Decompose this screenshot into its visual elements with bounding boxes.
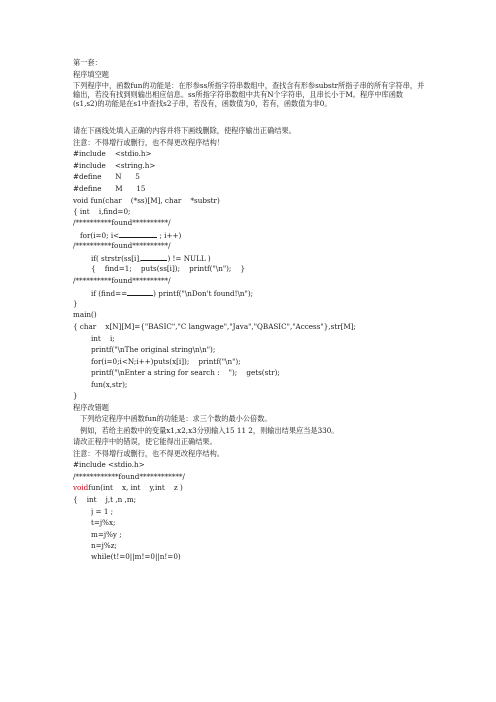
fix-note: 注意：不得增行或删行，也不得更改程序结构。 (73, 449, 224, 458)
code2-m-assign: m=j%y ; (91, 530, 122, 539)
code-include-stdio: #include <stdio.h> (73, 149, 152, 158)
blank-3[interactable] (127, 288, 153, 296)
code-if-end: ) != NULL ) (167, 254, 211, 263)
blank-2[interactable] (141, 253, 167, 261)
code-fun-signature: void fun(char (*ss)[M], char *substr) (73, 196, 220, 205)
code-define-n: #define N 5 (73, 172, 140, 181)
found-marker-2: /**********found**********/ (73, 241, 171, 250)
code-main-close: } (73, 391, 78, 400)
section-title-fill: 程序填空题 (73, 70, 109, 79)
code-include-string: #include <string.h> (73, 161, 156, 170)
code-main-fun-call: fun(x,str); (91, 380, 128, 389)
code-if-find (91, 288, 496, 298)
code2-signature-rest: fun(int x, int y,int z ) (88, 483, 183, 492)
code-fun-close: } (73, 299, 78, 308)
code-if-find-end: ) printf("\nDon't found!\n"); (153, 289, 254, 298)
code-main-decl: { char x[N][M]={"BASIC","C langwage","Java","QBASIC","Access"},str[M]; (73, 322, 356, 331)
code-for-start: for(i=0; i< (80, 231, 120, 240)
found-marker-3: /**********found**********/ (73, 276, 171, 285)
code2-j-init: j = 1 ; (91, 507, 114, 516)
fill-note: 注意：不得增行或删行，也不得更改程序结构！ (73, 138, 224, 147)
code-main-int: int i; (91, 334, 115, 343)
code-if-find-start: if (find== (91, 289, 128, 298)
blank-1[interactable] (119, 230, 157, 238)
code2-n-assign: n=j%z; (91, 541, 117, 550)
code-if-strstr (91, 253, 496, 263)
code-main-printf-enter: printf("\nEnter a string for search : "); gets(str); (91, 368, 280, 377)
fill-description: 下列程序中，函数fun的功能是：在形参ss所指字符串数组中，查找含有形参substr所指子串的所有字符串，并输出，若没有找到则输出相应信息。ss所指字符串数组中共有N个字符串，且串长小于M。程序中库函数(s1,s2)的功能是在s1中查找s2子串，若没有，函数值为0，若有，函数值为非0。 (73, 81, 425, 108)
code2-fun-signature (73, 483, 483, 492)
fill-requirement: 请在下画线处填入正确的内容并将下画线删除，使程序输出正确结果。 (73, 126, 296, 135)
code-if-body: { find=1; puts(ss[i]); printf("\n"); } (91, 264, 246, 273)
code-fun-decl: { int i,find=0; (73, 207, 131, 216)
fix-requirement: 请改正程序中的错误，使它能得出正确结果。 (73, 437, 217, 446)
code-main-for-puts: for(i=0;i<N;i++)puts(x[i]); printf("\n"); (91, 357, 241, 366)
section-title-fix: 程序改错题 (73, 403, 109, 412)
fix-description: 下列给定程序中函数fun的功能是：求三个数的最小公倍数。 (80, 414, 272, 423)
code-define-m: #define M 15 (73, 184, 146, 193)
code2-t-assign: t=j%x; (91, 518, 116, 527)
code-for-loop (80, 230, 490, 240)
set-heading: 第一套： (73, 58, 102, 67)
code2-include: #include <stdio.h> (73, 460, 145, 469)
code-main-printf-original: printf("\nThe original string\n\n"); (91, 345, 216, 354)
code-for-end: ; i++) (157, 231, 182, 240)
found-marker-1: /**********found**********/ (73, 218, 171, 227)
code-main: main() (73, 310, 97, 319)
code2-while: while(t!=0||m!=0||n!=0) (91, 552, 181, 561)
found-marker-fix: /************found************/ (73, 472, 185, 481)
code-if-start: if( strstr(ss[i], (91, 254, 142, 263)
fix-example: 例如，若给主函数中的变量x1,x2,x3分别输入15 11 2，则输出结果应当是330。 (80, 426, 339, 435)
code2-decl: { int j,t ,n ,m; (73, 495, 137, 504)
error-highlight-void: void (73, 483, 89, 492)
